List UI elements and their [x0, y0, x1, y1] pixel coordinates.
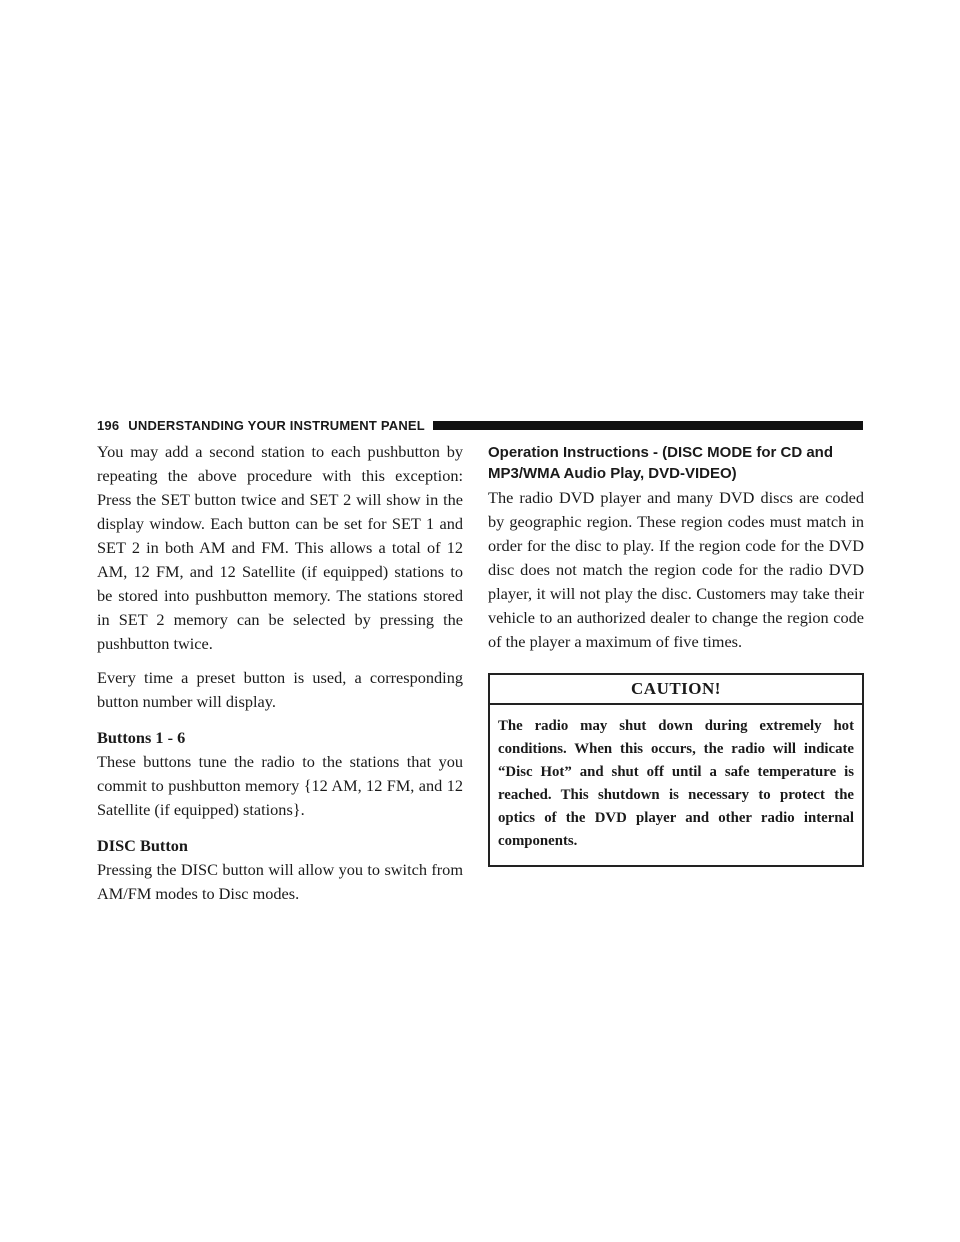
page-header [97, 416, 863, 434]
buttons-heading: Buttons 1 - 6 [97, 728, 186, 747]
right-column [488, 440, 864, 867]
page-number: 196 [97, 417, 120, 433]
left-column [97, 440, 463, 906]
buttons-paragraph: These buttons tune the radio to the stations that you commit to pushbutton memory {12 AM, 12 FM, and 12 Satellite (if equipped) stations}. [97, 752, 463, 819]
disc-button-paragraph: Pressing the DISC button will allow you to switch from AM/FM modes to Disc modes. [97, 860, 463, 903]
caution-text: The radio may shut down during extremely hot conditions. When this occurs, the radio will indicate “Disc Hot” and shut off until a safe temperature is reached. This shutdown is necessary to protect the optics of the DVD player and other radio internal components. [498, 718, 854, 849]
caution-box [488, 673, 864, 867]
section-title: UNDERSTANDING YOUR INSTRUMENT PANEL [128, 417, 425, 433]
caution-title: CAUTION! [490, 675, 862, 705]
preset-button-paragraph: Every time a preset button is used, a corresponding button number will display. [97, 668, 463, 711]
disc-button-heading: DISC Button [97, 836, 188, 855]
operation-instructions-heading: Operation Instructions - (DISC MODE for CD and MP3/WMA Audio Play, DVD-VIDEO) [488, 444, 834, 482]
header-rule [433, 421, 863, 430]
pushbutton-second-station-paragraph: You may add a second station to each pushbutton by repeating the above procedure with this exception: Press the SET button twice and SET 2 will show in the display window. Each button can be set for SET 1 and SET 2 in both AM and FM. This allows a total of 12 AM, 12 FM, and 12 Satellite (if equipped) stations to be stored into pushbutton memory. The stations stored in SET 2 memory can be selected by pressing the pushbutton twice. [97, 442, 463, 653]
region-code-paragraph: The radio DVD player and many DVD discs are coded by geographic region. These region codes must match in order for the disc to play. If the region code for the DVD disc does not match the region code for the radio DVD player, it will not play the disc. Customers may take their vehicle to an authorized dealer to change the region code of the player a maximum of five times. [488, 488, 864, 651]
